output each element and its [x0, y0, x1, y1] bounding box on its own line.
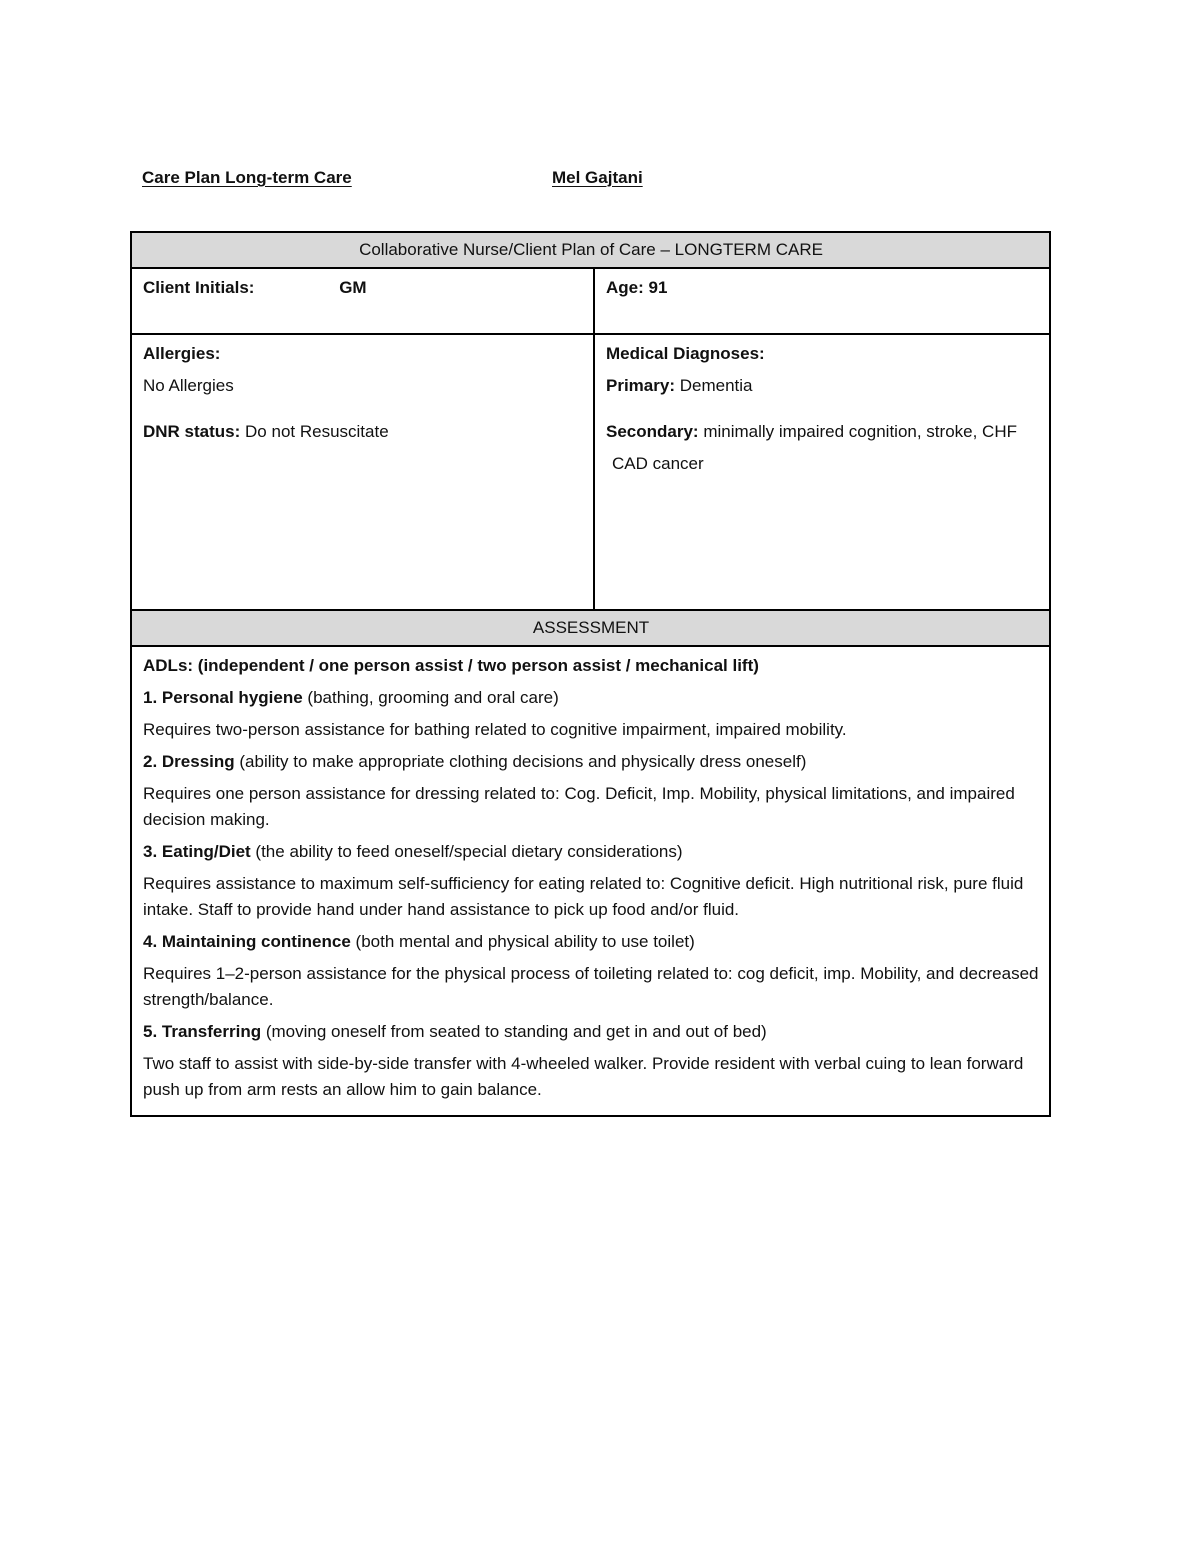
- adl-item-heading: [143, 929, 1039, 955]
- primary-value: Dementia: [679, 376, 753, 395]
- adl-item-text: Requires 1–2-person assistance for the physical process of toileting related to: cog deficit, imp. Mobility, and decreased strength/balance.: [143, 964, 1039, 1009]
- adl-item: [143, 749, 1039, 833]
- adls-heading: ADLs: (independent / one person assist / two person assist / mechanical lift): [143, 656, 759, 675]
- adl-list: [143, 685, 1039, 1103]
- client-initials-label: Client Initials:: [143, 278, 255, 297]
- secondary-diagnosis: [606, 419, 1039, 445]
- dnr-label: DNR status:: [143, 422, 241, 441]
- adl-item-desc: (the ability to feed oneself/special dietary considerations): [255, 842, 683, 861]
- assessment-banner: [131, 610, 1050, 646]
- dnr-value: Do not Resuscitate: [245, 422, 389, 441]
- author-name: Mel Gajtani: [552, 168, 643, 187]
- adl-item-title: 1. Personal hygiene: [143, 688, 303, 707]
- plan-banner: [131, 232, 1050, 268]
- adl-item-text: Requires one person assistance for dressing related to: Cog. Deficit, Imp. Mobility, physical limitations, and impaired decision making.: [143, 784, 1015, 829]
- primary-diagnosis: [606, 373, 1039, 399]
- secondary-extra: CAD cancer: [612, 454, 704, 473]
- adl-item-heading: [143, 1019, 1039, 1045]
- adl-item: [143, 1019, 1039, 1103]
- adl-item-desc: (bathing, grooming and oral care): [307, 688, 559, 707]
- dnr-status: [143, 419, 583, 445]
- adl-item-desc: (both mental and physical ability to use toilet): [355, 932, 695, 951]
- client-initials-cell: [131, 268, 594, 334]
- adl-item-title: 3. Eating/Diet: [143, 842, 251, 861]
- adl-item: [143, 929, 1039, 1013]
- adl-item: [143, 839, 1039, 923]
- adl-item-heading: [143, 839, 1039, 865]
- allergies-value: No Allergies: [143, 376, 234, 395]
- adl-item-title: 2. Dressing: [143, 752, 235, 771]
- age-label: Age:: [606, 278, 644, 297]
- primary-label: Primary:: [606, 376, 675, 395]
- care-plan-table: [130, 231, 1051, 1117]
- allergies-label: Allergies:: [143, 344, 221, 363]
- adl-item-title: 4. Maintaining continence: [143, 932, 351, 951]
- medical-diagnoses-cell: [594, 334, 1050, 610]
- plan-banner-title: Collaborative Nurse/Client Plan of Care – LONGTERM CARE: [359, 240, 823, 259]
- document-title: Care Plan Long-term Care: [142, 168, 352, 187]
- allergies-cell: [131, 334, 594, 610]
- medical-diagnoses-label: Medical Diagnoses:: [606, 344, 765, 363]
- adl-item-title: 5. Transferring: [143, 1022, 262, 1041]
- adl-item-text: Two staff to assist with side-by-side transfer with 4-wheeled walker. Provide resident with verbal cuing to lean forward push up from arm rests an allow him to gain balance.: [143, 1054, 1024, 1099]
- age-value: 91: [648, 278, 668, 297]
- adl-item-heading: [143, 685, 1039, 711]
- client-initials-value: GM: [339, 278, 367, 297]
- secondary-label: Secondary:: [606, 422, 699, 441]
- age-cell: [594, 268, 1050, 334]
- assessment-cell: [131, 646, 1050, 1116]
- assessment-banner-title: ASSESSMENT: [532, 618, 650, 637]
- adl-item-text: Requires two-person assistance for bathing related to cognitive impairment, impaired mobility.: [143, 720, 847, 739]
- secondary-value: minimally impaired cognition, stroke, CHF: [703, 422, 1017, 441]
- adl-item-desc: (moving oneself from seated to standing and get in and out of bed): [265, 1022, 767, 1041]
- adl-item-heading: [143, 749, 1039, 775]
- adl-item-desc: (ability to make appropriate clothing decisions and physically dress oneself): [239, 752, 807, 771]
- adl-item-text: Requires assistance to maximum self-sufficiency for eating related to: Cognitive deficit. High nutritional risk, pure fluid intake. Staff to provide hand under hand assistance to pick up food and/or fluid.: [143, 874, 1024, 919]
- adl-item: [143, 685, 1039, 743]
